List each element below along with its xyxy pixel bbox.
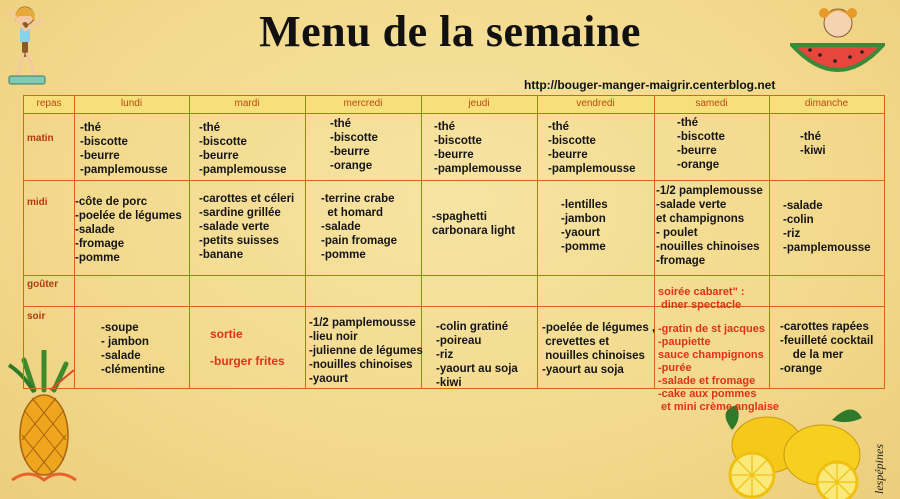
- grid-line: [24, 113, 884, 114]
- cell-soir-mercredi: -1/2 pamplemousse -lieu noir -julienne de légumes -nouilles chinoises -yaourt: [309, 317, 423, 385]
- cell-matin-vendredi: -thé -biscotte -beurre -pamplemousse: [548, 121, 636, 175]
- row-label-midi: midi: [27, 197, 48, 208]
- grid-line: [24, 275, 884, 276]
- watermelon-girl-illustration: [790, 5, 885, 85]
- column-header-dimanche: dimanche: [804, 98, 849, 109]
- cell-gouter-samedi: soirée cabaret" : diner spectacle: [658, 286, 745, 311]
- column-header-mardi: mardi: [234, 98, 260, 109]
- cell-soir-lundi: -soupe - jambon -salade -clémentine: [101, 322, 165, 376]
- cell-soir-mardi-sortie: sortie: [210, 327, 243, 341]
- cell-matin-mercredi: -thé -biscotte -beurre -orange: [330, 118, 378, 172]
- grid-line: [537, 96, 538, 388]
- signature: lespépines: [872, 444, 886, 494]
- cell-soir-jeudi: -colin gratiné -poireau -riz -yaourt au soja -kiwi: [436, 321, 518, 389]
- column-header-lundi: lundi: [120, 98, 143, 109]
- grid-line: [24, 180, 884, 181]
- column-header-jeudi: jeudi: [468, 98, 490, 109]
- row-label-matin: matin: [27, 133, 54, 144]
- row-label-gouter: goûter: [27, 279, 59, 290]
- cell-matin-jeudi: -thé -biscotte -beurre -pamplemousse: [434, 121, 522, 175]
- column-header-repas: repas: [36, 98, 62, 109]
- cell-midi-dimanche: -salade -colin -riz -pamplemousse: [783, 200, 871, 254]
- cell-matin-samedi: -thé -biscotte -beurre -orange: [677, 117, 725, 171]
- grid-line: [189, 96, 190, 388]
- cell-matin-dimanche: -thé -kiwi: [800, 131, 826, 157]
- grid-line: [24, 306, 884, 307]
- cell-soir-samedi: -gratin de st jacques -paupiette sauce champignons -purée -salade et fromage -cake aux pommes et mini crème anglaise: [658, 323, 780, 413]
- cell-midi-vendredi: -lentilles -jambon -yaourt -pomme: [561, 199, 608, 253]
- cell-midi-lundi: -côte de porc -poelée de légumes -salade -fromage -pomme: [75, 196, 182, 264]
- row-label-soir: soir: [27, 311, 46, 322]
- cell-matin-lundi: -thé -biscotte -beurre -pamplemousse: [80, 122, 168, 176]
- cell-matin-mardi: -thé -biscotte -beurre -pamplemousse: [199, 122, 287, 176]
- column-header-samedi: samedi: [695, 98, 728, 109]
- lemons-illustration: [712, 400, 872, 499]
- menu-table: [23, 95, 885, 413]
- page-title: Menu de la semaine: [259, 7, 641, 56]
- cell-midi-mercredi: -terrine crabe et homard -salade -pain fromage -pomme: [321, 193, 398, 261]
- cell-soir-mardi-burger: -burger frites: [210, 354, 285, 368]
- grid-line: [305, 96, 306, 388]
- blog-url[interactable]: http://bouger-manger-maigrir.centerblog.net: [524, 78, 776, 92]
- cell-midi-jeudi: -spaghetti carbonara light: [432, 211, 516, 237]
- cell-soir-vendredi: -poelée de légumes , crevettes et nouilles chinoises -yaourt au soja: [542, 322, 656, 376]
- cell-midi-samedi: -1/2 pamplemousse -salade verte et champignons - poulet -nouilles chinoises -fromage: [656, 185, 763, 267]
- girl-on-scale-illustration: [5, 2, 65, 92]
- column-header-mercredi: mercredi: [343, 98, 383, 109]
- cell-midi-mardi: -carottes et céleri -sardine grillée -salade verte -petits suisses -banane: [199, 193, 295, 261]
- column-header-vendredi: vendredi: [576, 98, 615, 109]
- cell-soir-dimanche: -carottes rapées -feuilleté cocktail de la mer -orange: [780, 321, 874, 375]
